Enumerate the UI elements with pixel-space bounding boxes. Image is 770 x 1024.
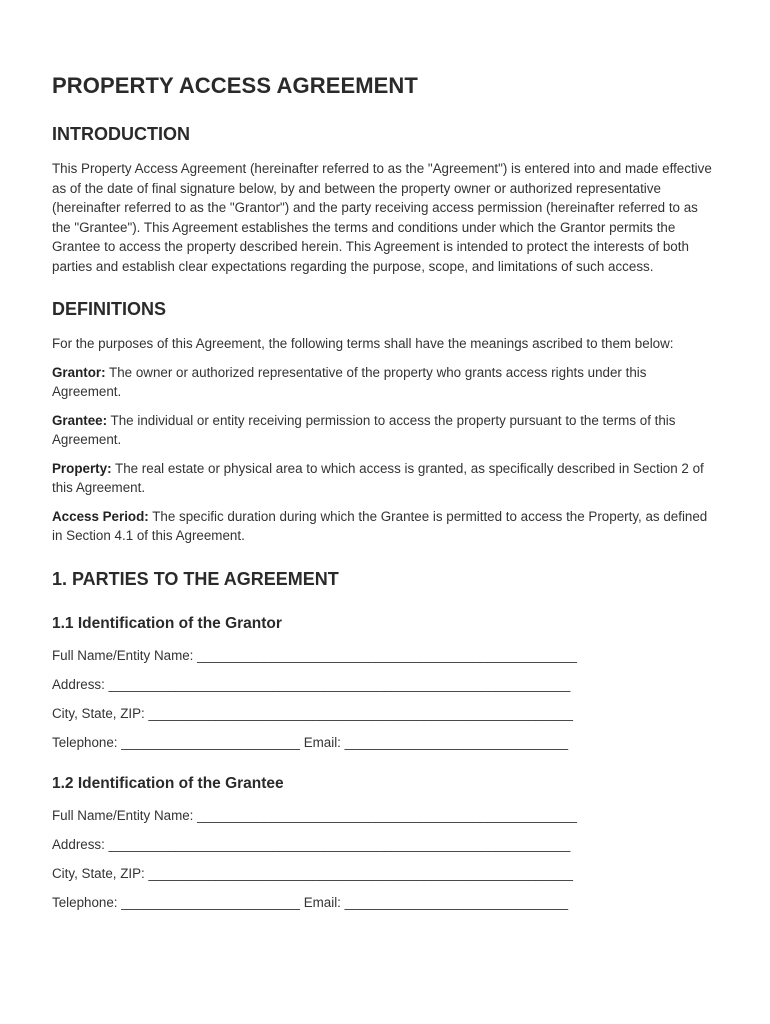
grantee-name-field[interactable]: Full Name/Entity Name: ___________________________________________________ <box>52 807 577 823</box>
grantee-phone-email-field[interactable]: Telephone: ________________________ Email: ______________________________ <box>52 894 569 910</box>
grantee-address-field[interactable]: Address: ______________________________________________________________ <box>52 836 571 852</box>
definition-property <box>52 459 718 498</box>
definition-term: Access Period: <box>52 508 149 524</box>
document-title: PROPERTY ACCESS AGREEMENT <box>52 73 418 98</box>
grantor-name-field[interactable]: Full Name/Entity Name: ___________________________________________________ <box>52 647 577 663</box>
definition-grantor <box>52 363 718 402</box>
introduction-heading: INTRODUCTION <box>52 124 190 144</box>
definition-text: The individual or entity receiving permission to access the property pursuant to the terms of this Agreement. <box>52 412 676 447</box>
section-1-2-heading: 1.2 Identification of the Grantee <box>52 774 284 792</box>
definition-text: The specific duration during which the Grantee is permitted to access the Property, as defined in Section 4.1 of this Agreement. <box>52 508 708 543</box>
grantor-address-field[interactable]: Address: ______________________________________________________________ <box>52 676 571 692</box>
section-1-1-heading: 1.1 Identification of the Grantor <box>52 614 282 632</box>
grantor-phone-email-field[interactable]: Telephone: ________________________ Email: ______________________________ <box>52 734 569 750</box>
definitions-intro: For the purposes of this Agreement, the following terms shall have the meanings ascribed to them below: <box>52 336 674 351</box>
grantee-city-field[interactable]: City, State, ZIP: _________________________________________________________ <box>52 865 573 881</box>
definition-access-period <box>52 507 718 546</box>
section-1-heading: 1. PARTIES TO THE AGREEMENT <box>52 568 339 589</box>
definition-term: Grantee: <box>52 412 108 428</box>
definition-term: Property: <box>52 460 112 476</box>
definition-grantee <box>52 411 718 450</box>
definition-term: Grantor: <box>52 364 106 380</box>
introduction-text: This Property Access Agreement (hereinafter referred to as the "Agreement") is entered into and made effective as of the date of final signature below, by and between the property owner or authorized representative (hereinafter referred to as the "Grantor") and the party receiving access permission (hereinafter referred to as the "Grantee"). This Agreement establishes the terms and conditions under which the Grantor permits the Grantee to access the property described herein. This Agreement is intended to protect the interests of both parties and establish clear expectations regarding the purpose, scope, and limitations of such access. <box>52 161 712 274</box>
grantor-city-field[interactable]: City, State, ZIP: _________________________________________________________ <box>52 705 573 721</box>
definitions-heading: DEFINITIONS <box>52 299 167 319</box>
definition-text: The owner or authorized representative of the property who grants access rights under this Agreement. <box>52 364 647 399</box>
definition-text: The real estate or physical area to which access is granted, as specifically described in Section 2 of this Agreement. <box>52 460 704 495</box>
